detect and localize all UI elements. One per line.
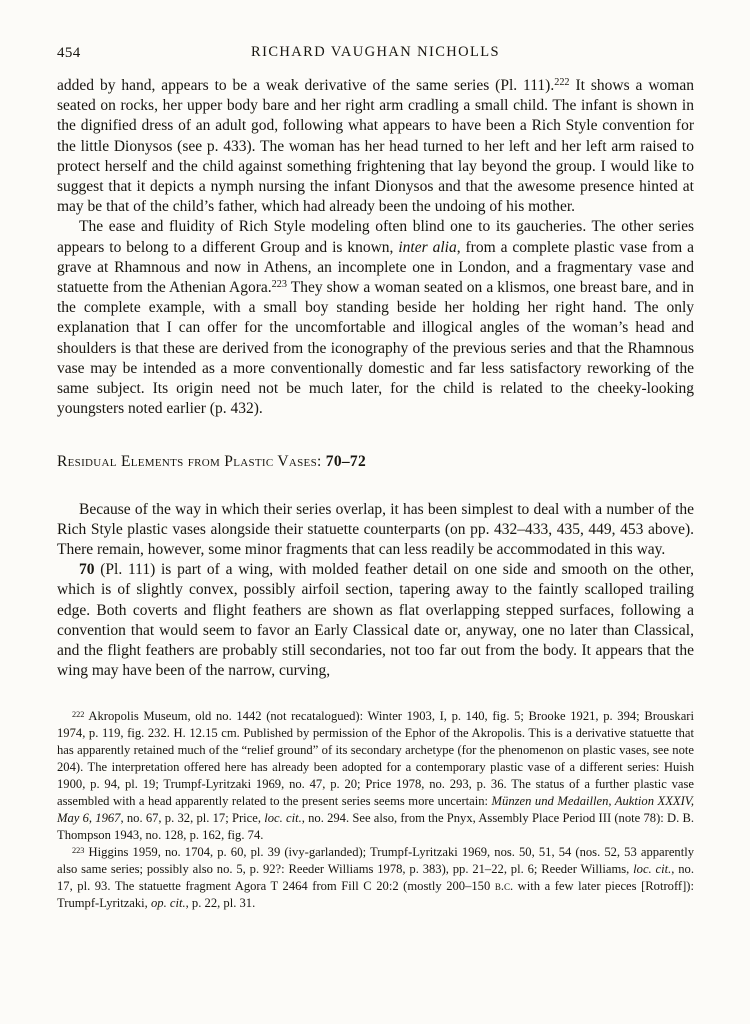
footnote-222 xyxy=(57,708,694,844)
footnote-ref: 222 xyxy=(72,709,85,719)
text-segment: Residual Elements from Plastic Vases: xyxy=(57,453,326,471)
footnote-ref: 222 xyxy=(554,77,570,89)
text-segment: loc. cit. xyxy=(633,862,672,877)
text-segment: , no. 294. See also, from the Pnyx, Assembly Place Period III (note 78): D. B. Thompson 1943, no. 128, p. 162, fig. 74. xyxy=(57,811,695,843)
text-segment: inter alia xyxy=(398,238,457,256)
text-segment: Akropolis Museum, old no. 1442 (not recatalogued): Winter 1903, I, p. 140, fig. 5; Brooke 1921, p. 394; Brouskari 1974, p. 119, fig. 232. H. 12.15 cm. Published by permission of the Ephor of the Akropolis. This is a derivative statuette that has apparently retained much of the “relief ground” of its secondary archetype (for the phenomenon on plastic vases, see note 204). The interpretation offered here has already been adopted for a contemporary plastic vase of a different series: Huish 1900, p. 94, pl. 19; Trumpf-Lyritzaki 1969, no. 47, p. 20; Price 1978, no. 293, p. 36. The status of a further plastic vase assembled with a head apparently related to the present series seems more uncertain: xyxy=(57,709,694,809)
text-segment: b.c. xyxy=(494,879,514,894)
text-segment: 70 xyxy=(79,561,95,579)
text-segment: It shows a woman seated on rocks, her upper body bare and her right arm cradling a small child. The infant is shown in the dignified dress of an adult god, following what appears to have been a Rich Style convention for the little Dionysos (see p. 433). The woman has her head turned to her left and her left arm raised to protect herself and the child against something frightening that lay beyond the group. I would like to suggest that it depicts a nymph nursing the infant Dionysos and that the awesome presence hinted at may be that of the child’s father, which had already been the undoing of his mother. xyxy=(57,77,694,216)
text-segment: Münzen und Medaillen, Auktion XXXIV, May 6, 1967 xyxy=(57,794,694,826)
text-segment: , no. 67, p. 32, pl. 17; Price, xyxy=(120,811,265,826)
text-segment: added by hand, appears to be a weak derivative of the same series (Pl. 111). xyxy=(57,77,555,94)
text-segment: 70–72 xyxy=(325,453,367,471)
text-segment: loc. cit. xyxy=(264,811,302,826)
paragraph xyxy=(57,217,694,419)
text-segment: with a few later pieces [Rotroff]): Trumpf-Lyritzaki, xyxy=(57,879,694,911)
footnote-ref: 223 xyxy=(72,845,85,855)
running-head: RICHARD VAUGHAN NICHOLLS xyxy=(251,44,500,60)
text-segment: , from a complete plastic vase from a grave at Rhamnous and now in Athens, an incomplete one in London, and a fragmentary vase and statuette from the Athenian Agora. xyxy=(57,238,694,297)
paragraph xyxy=(57,500,694,561)
text-segment: The ease and fluidity of Rich Style modeling often blind one to its gaucheries. The other series appears to belong to a different Group and is known, xyxy=(57,218,694,256)
section-heading xyxy=(57,452,694,472)
paragraph xyxy=(57,560,694,681)
text-segment: Higgins 1959, no. 1704, p. 60, pl. 39 (ivy-garlanded); Trumpf-Lyritzaki 1969, nos. 50, 51, 54 (nos. 52, 53 apparently also same series; possibly also no. 5, p. 92?: Reeder Williams 1978, p. 383), pp. 21–22, pl. 6; Reeder Williams, xyxy=(57,845,694,877)
footnote-223 xyxy=(57,844,694,912)
paragraph xyxy=(57,76,694,217)
text-segment: Because of the way in which their series overlap, it has been simplest to deal with a number of the Rich Style plastic vases alongside their statuette counterparts (on pp. 432–433, 435, 449, 453 above). There remain, however, some minor fragments that can less readily be accommodated in this way. xyxy=(57,500,694,559)
body-text xyxy=(57,76,694,681)
text-segment: , p. 22, pl. 31. xyxy=(185,896,256,911)
page-number: 454 xyxy=(57,45,81,61)
text-segment: They show a woman seated on a klismos, one breast bare, and in the complete example, with a small boy standing beside her holding her right hand. The only explanation that I can offer for the uncomfortable and illogical angles of the woman’s head and shoulders is that these are derived from the iconography of the previous series and that the Rhamnous vase may be intended as a more conventionally domestic and far less satisfactory reworking of the same subject. Its origin need not be much later, for the child is related to the cheeky-looking youngsters noted earlier (p. 432). xyxy=(57,279,695,418)
text-segment: op. cit. xyxy=(150,896,186,911)
page-header xyxy=(57,44,694,64)
text-segment: (Pl. 111) is part of a wing, with molded feather detail on one side and smooth on the other, which is of slightly convex, possibly airfoil section, tapering away to the faintly scalloped trailing edge. Both coverts and flight feathers are shown as flat overlapping stepped surfaces, following a convention that would seem to favor an Early Classical date or, anyway, one no later than Classical, and the flight feathers are probably still secondaries, not too far out from the body. It appears that the wing may have been of the narrow, curving, xyxy=(57,561,694,680)
footnote-ref: 223 xyxy=(271,279,287,291)
text-segment: , no. 17, pl. 93. The statuette fragment Agora T 2464 from Fill C 20:2 (mostly 200–150 xyxy=(57,862,694,894)
footnotes-block xyxy=(57,708,694,912)
